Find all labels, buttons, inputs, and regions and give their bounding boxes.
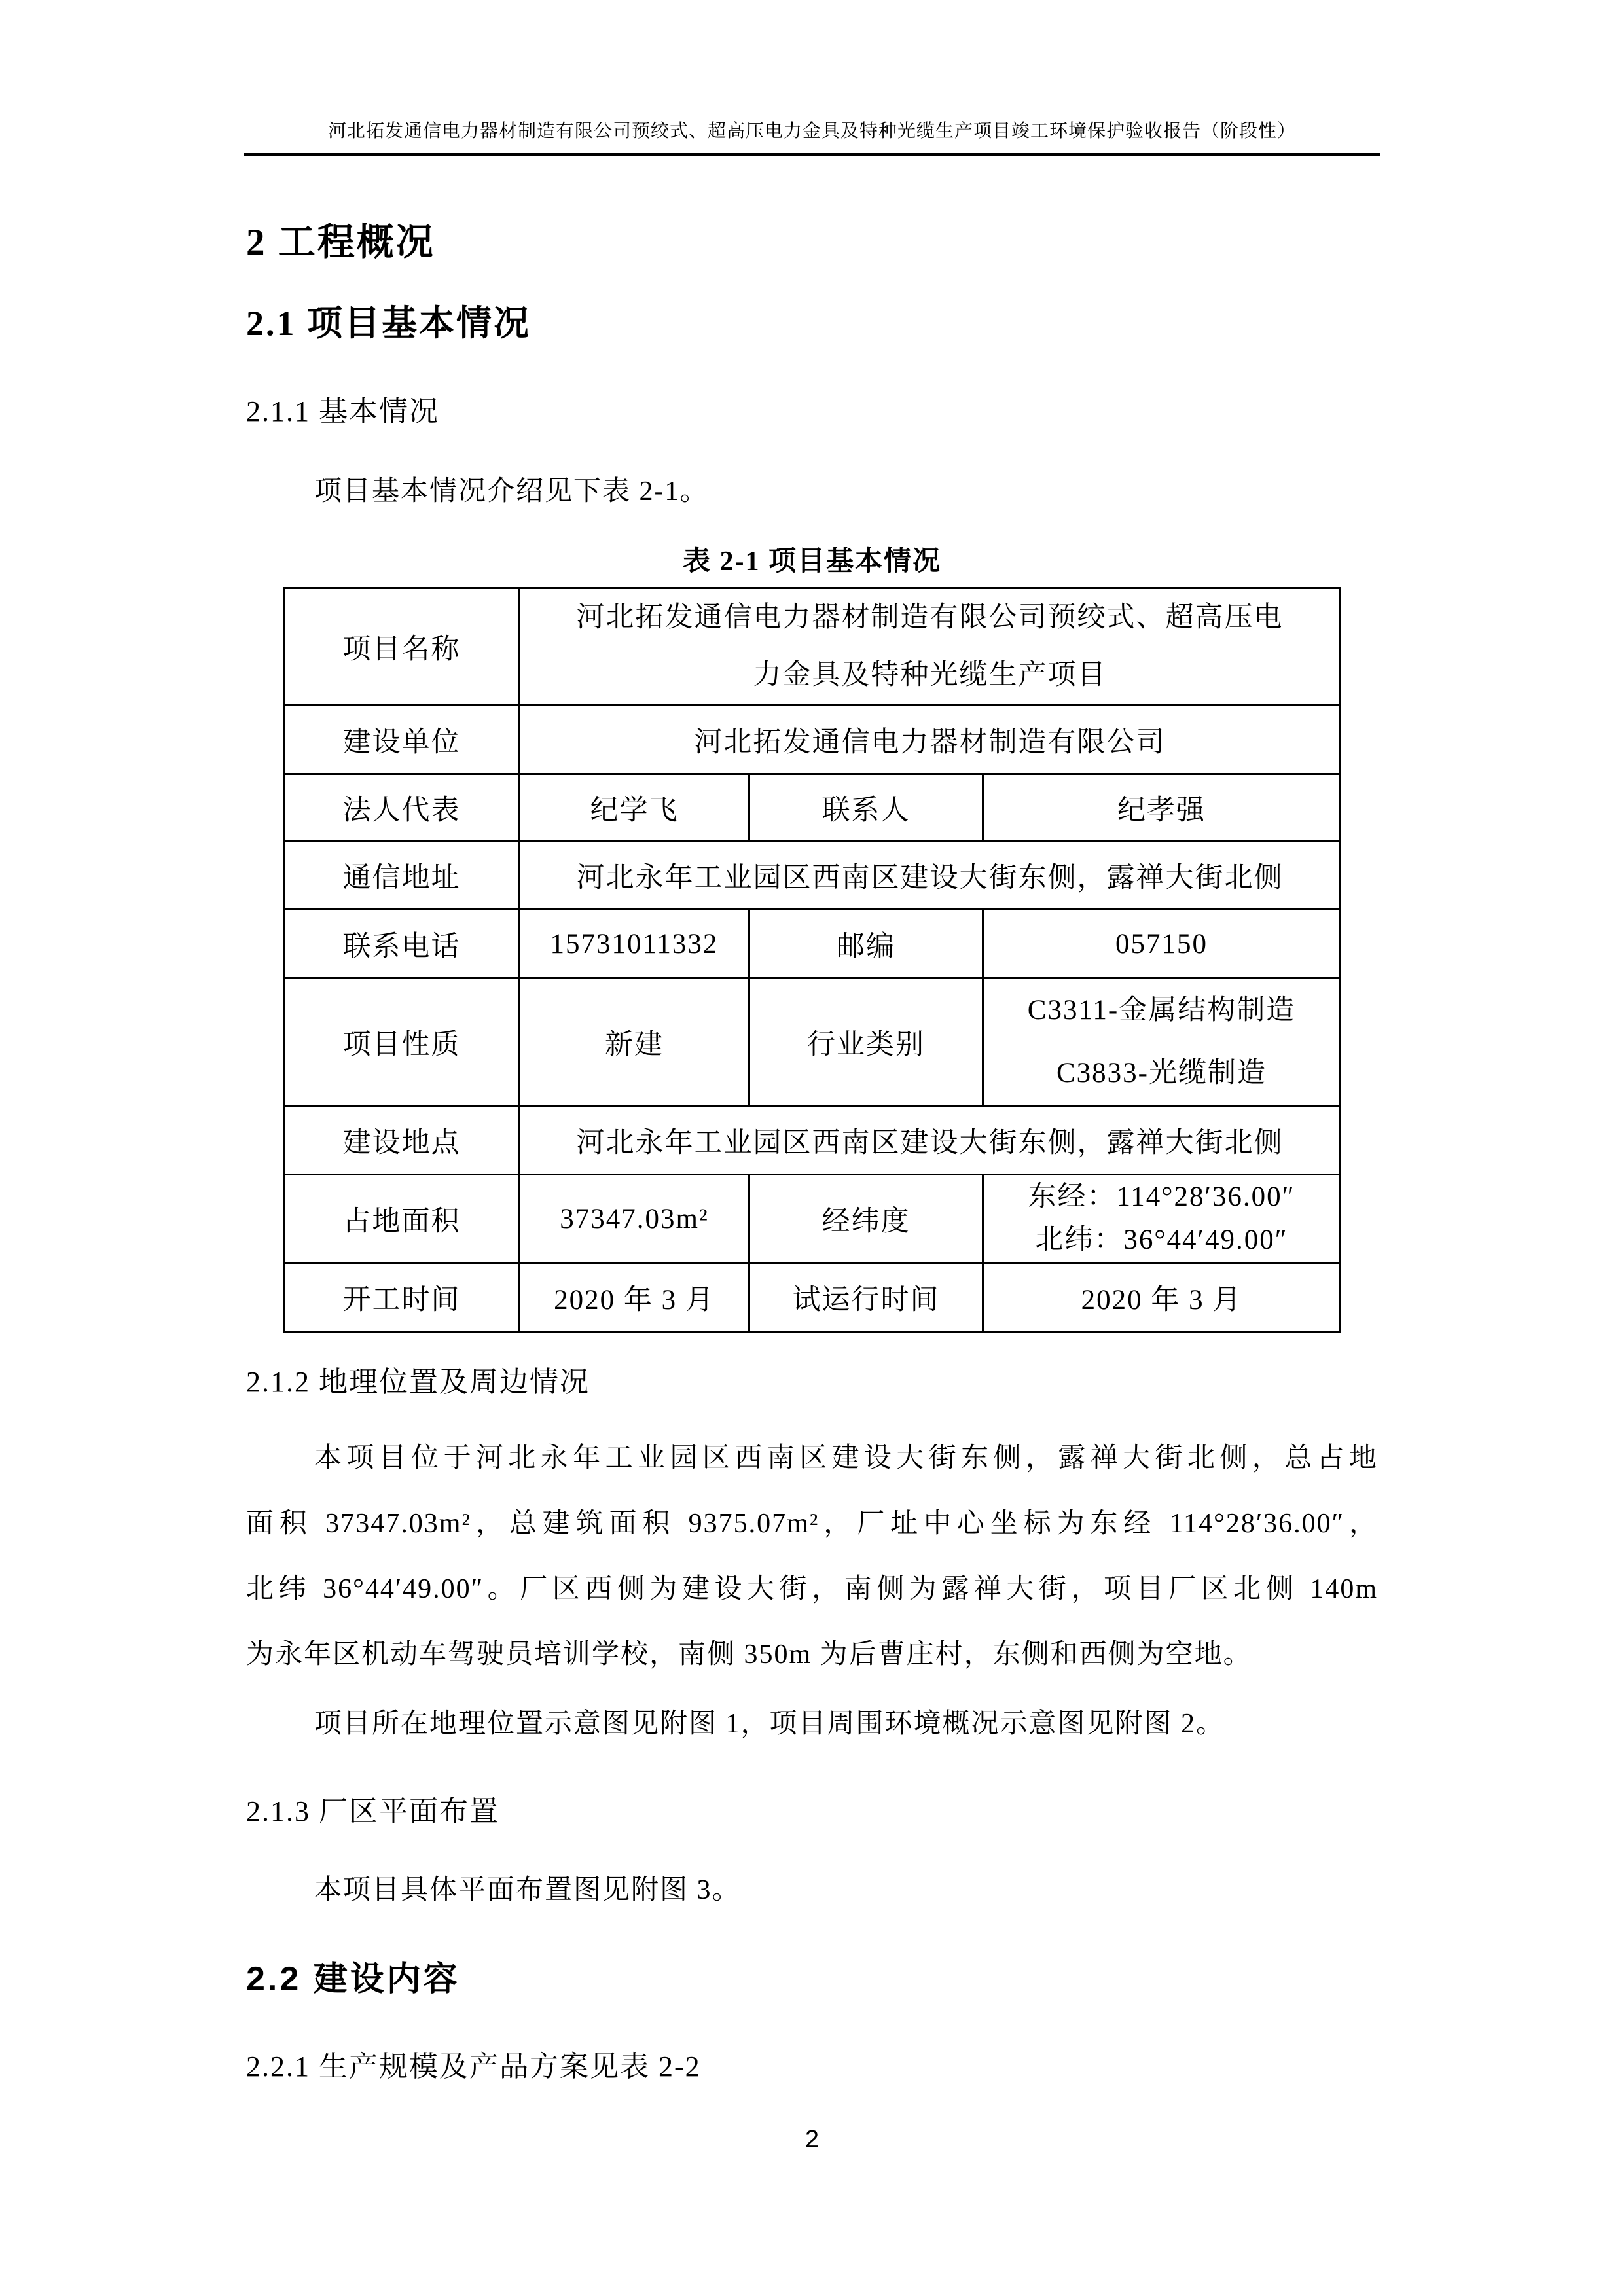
cell-build-unit-label: 建设单位	[283, 706, 519, 774]
cell-phone-label: 联系电话	[283, 910, 519, 978]
cell-project-name-value	[519, 588, 1340, 706]
table-row-area	[283, 1175, 1340, 1263]
table-row-start-time	[283, 1263, 1340, 1332]
cell-start-label: 开工时间	[283, 1263, 519, 1332]
paragraph-location	[246, 1426, 1378, 1687]
cell-site-value: 河北永年工业园区西南区建设大街东侧，露禅大街北侧	[519, 1106, 1340, 1175]
paragraph-location-line-4: 为永年区机动车驾驶员培训学校，南侧 350m 为后曹庄村，东侧和西侧为空地。	[246, 1640, 1252, 1670]
paragraph-layout-ref: 本项目具体平面布置图见附图 3。	[314, 1875, 741, 1905]
coord-line-2: 北纬：36°44′49.00″	[1035, 1225, 1288, 1255]
cell-legal-rep-label: 法人代表	[283, 774, 519, 842]
table-row-build-unit	[283, 706, 1340, 774]
heading-2-2-1: 2.2.1 生产规模及产品方案见表 2-2	[246, 2051, 701, 2083]
cell-contact-label: 联系人	[749, 774, 983, 842]
table-row-nature	[283, 978, 1340, 1106]
industry-line-2: C3833-光缆制造	[1056, 1058, 1267, 1088]
paragraph-table-intro: 项目基本情况介绍见下表 2-1。	[314, 476, 709, 507]
industry-line-1: C3311-金属结构制造	[1027, 995, 1296, 1026]
cell-legal-rep-value: 纪学飞	[519, 774, 749, 842]
cell-address-value: 河北永年工业园区西南区建设大街东侧，露禅大街北侧	[519, 842, 1340, 910]
paragraph-figure-refs: 项目所在地理位置示意图见附图 1，项目周围环境概况示意图见附图 2。	[314, 1709, 1225, 1739]
heading-2-1: 2.1 项目基本情况	[246, 304, 531, 343]
heading-2-1-2: 2.1.2 地理位置及周边情况	[246, 1366, 590, 1398]
cell-address-label: 通信地址	[283, 842, 519, 910]
project-name-line-2: 力金具及特种光缆生产项目	[753, 660, 1107, 691]
cell-trial-value: 2020 年 3 月	[983, 1263, 1340, 1332]
project-name-line-1: 河北拓发通信电力器材制造有限公司预绞式、超高压电	[576, 602, 1284, 633]
cell-area-value: 37347.03m²	[519, 1175, 749, 1263]
project-info-table	[283, 587, 1341, 1333]
heading-2-1-3: 2.1.3 厂区平面布置	[246, 1795, 499, 1827]
coord-line-1: 东经：114°28′36.00″	[1028, 1181, 1295, 1212]
cell-contact-value: 纪孝强	[983, 774, 1340, 842]
cell-coord-label: 经纬度	[749, 1175, 983, 1263]
cell-start-value: 2020 年 3 月	[519, 1263, 749, 1332]
table-caption: 表 2-1 项目基本情况	[683, 547, 941, 577]
paragraph-location-line-2: 面积 37347.03m²，总建筑面积 9375.07m²，厂址中心坐标为东经 114°28′36.00″，	[246, 1509, 1378, 1539]
table-row-legal-rep	[283, 774, 1340, 842]
heading-chapter-2: 2 工程概况	[246, 222, 435, 263]
running-header-title: 河北拓发通信电力器材制造有限公司预绞式、超高压电力金具及特种光缆生产项目竣工环境保护验收报告（阶段性）	[327, 121, 1296, 141]
table-row-address	[283, 842, 1340, 910]
cell-trial-label: 试运行时间	[749, 1263, 983, 1332]
cell-industry-label: 行业类别	[749, 978, 983, 1106]
cell-phone-value: 15731011332	[519, 910, 749, 978]
cell-area-label: 占地面积	[283, 1175, 519, 1263]
table-row-site	[283, 1106, 1340, 1175]
table-row-project-name	[283, 588, 1340, 706]
cell-project-name-label: 项目名称	[283, 588, 519, 706]
page-content	[246, 219, 1378, 2085]
running-header	[244, 117, 1380, 156]
paragraph-location-line-1: 本项目位于河北永年工业园区西南区建设大街东侧，露禅大街北侧，总占地	[314, 1443, 1378, 1473]
heading-2-2: 2.2 建设内容	[246, 1960, 460, 1998]
cell-coord-value	[983, 1175, 1340, 1263]
page-number: 2	[804, 2126, 820, 2153]
heading-2-1-1: 2.1.1 基本情况	[246, 395, 439, 427]
paragraph-location-line-3: 北纬 36°44′49.00″。厂区西侧为建设大街，南侧为露禅大街，项目厂区北侧 140m	[246, 1574, 1378, 1604]
cell-zip-label: 邮编	[749, 910, 983, 978]
cell-site-label: 建设地点	[283, 1106, 519, 1175]
table-row-phone	[283, 910, 1340, 978]
cell-build-unit-value: 河北拓发通信电力器材制造有限公司	[519, 706, 1340, 774]
cell-zip-value: 057150	[983, 910, 1340, 978]
cell-nature-label: 项目性质	[283, 978, 519, 1106]
cell-nature-value: 新建	[519, 978, 749, 1106]
cell-industry-value	[983, 978, 1340, 1106]
